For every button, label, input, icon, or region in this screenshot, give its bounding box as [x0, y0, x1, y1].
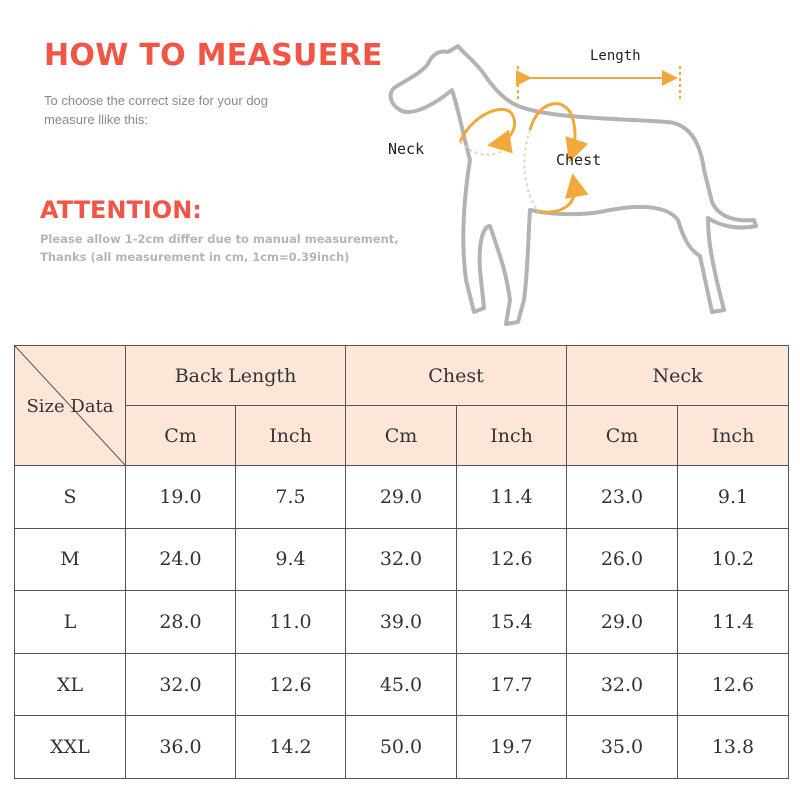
size-chart-table	[14, 345, 789, 779]
table-cell: 14.2	[236, 716, 346, 779]
table-cell: 45.0	[346, 653, 457, 716]
chest-label: Chest	[556, 151, 602, 169]
table-cell: 11.0	[236, 591, 346, 654]
unit-header-neck-cm: Cm	[567, 406, 678, 466]
table-cell: 32.0	[346, 528, 457, 591]
size-cell: S	[15, 466, 126, 529]
neck-loop	[460, 109, 515, 144]
table-cell: 50.0	[346, 716, 457, 779]
table-cell: 12.6	[236, 653, 346, 716]
neck-label: Neck	[388, 140, 425, 158]
table-cell: 9.1	[678, 466, 789, 529]
subtitle-line-2: measure llike this:	[44, 112, 149, 127]
size-cell: M	[15, 528, 126, 591]
size-data-corner-cell	[15, 346, 126, 466]
table-cell: 13.8	[678, 716, 789, 779]
table-cell: 29.0	[346, 466, 457, 529]
size-cell: XXL	[15, 716, 126, 779]
attention-heading: ATTENTION:	[40, 196, 202, 224]
unit-header-row	[15, 406, 789, 466]
table-row	[15, 591, 789, 654]
table-cell: 29.0	[567, 591, 678, 654]
unit-header-back-length-inch: Inch	[236, 406, 346, 466]
table-row	[15, 466, 789, 529]
table-cell: 7.5	[236, 466, 346, 529]
table-row	[15, 653, 789, 716]
table-cell: 12.6	[457, 528, 567, 591]
dog-measurement-diagram	[378, 30, 778, 340]
table-cell: 26.0	[567, 528, 678, 591]
table-cell: 32.0	[567, 653, 678, 716]
page-title: HOW TO MEASUERE	[44, 38, 383, 73]
table-cell: 9.4	[236, 528, 346, 591]
group-header-row	[15, 346, 789, 406]
unit-header-neck-inch: Inch	[678, 406, 789, 466]
unit-header-back-length-cm: Cm	[126, 406, 236, 466]
table-cell: 10.2	[678, 528, 789, 591]
table-cell: 36.0	[126, 716, 236, 779]
subtitle-line-1: To choose the correct size for your dog	[44, 93, 269, 108]
table-cell: 35.0	[567, 716, 678, 779]
unit-header-chest-inch: Inch	[457, 406, 567, 466]
table-cell: 19.0	[126, 466, 236, 529]
table-cell: 15.4	[457, 591, 567, 654]
table-cell: 39.0	[346, 591, 457, 654]
size-data-label: Size Data	[26, 395, 114, 417]
group-header-neck: Neck	[567, 346, 789, 406]
table-row	[15, 716, 789, 779]
chest-lower-arc	[538, 182, 575, 212]
table-cell: 11.4	[678, 591, 789, 654]
size-cell: XL	[15, 653, 126, 716]
attention-note-line-1: Please allow 1-2cm differ due to manual measurement,	[40, 232, 399, 246]
group-header-back-length: Back Length	[126, 346, 346, 406]
table-cell: 24.0	[126, 528, 236, 591]
table-cell: 17.7	[457, 653, 567, 716]
table-cell: 23.0	[567, 466, 678, 529]
unit-header-chest-cm: Cm	[346, 406, 457, 466]
table-cell: 12.6	[678, 653, 789, 716]
table-cell: 32.0	[126, 653, 236, 716]
attention-note-line-2: Thanks (all measurement in cm, 1cm=0.39inch)	[40, 250, 350, 264]
table-cell: 19.7	[457, 716, 567, 779]
table-cell: 28.0	[126, 591, 236, 654]
table-row	[15, 528, 789, 591]
chest-dotted-line	[524, 130, 538, 212]
table-cell: 11.4	[457, 466, 567, 529]
length-label: Length	[590, 48, 641, 64]
group-header-chest: Chest	[346, 346, 567, 406]
size-cell: L	[15, 591, 126, 654]
